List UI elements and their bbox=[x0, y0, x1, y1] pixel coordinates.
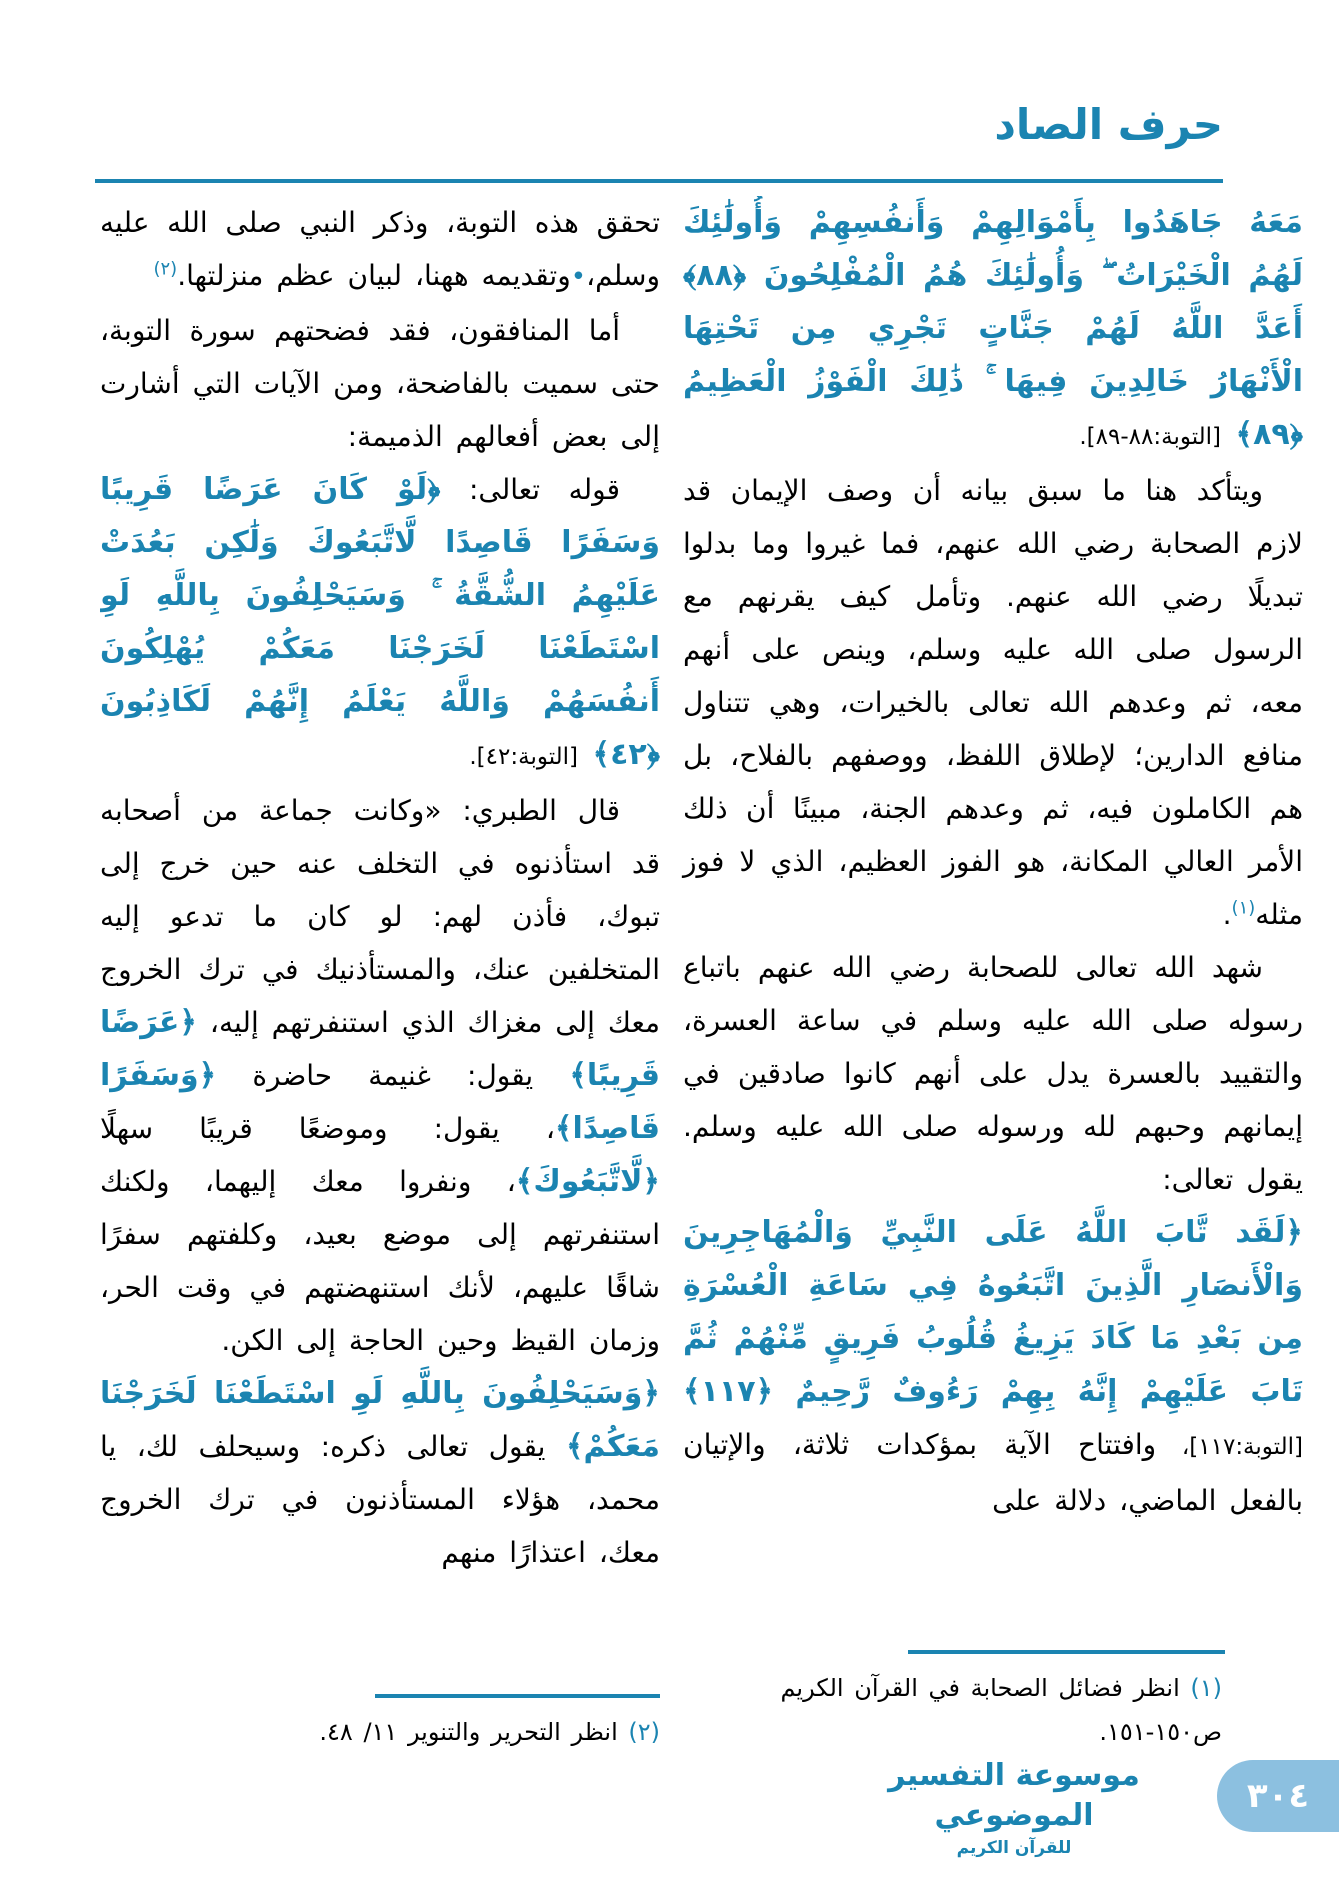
text-segment: وافتتاح الآية بمؤكدات ثلاثة، والإتيان بالفعل الماضي، دلالة على bbox=[683, 1428, 1303, 1517]
publisher-logo-subtitle: للقرآن الكريم bbox=[956, 1838, 1072, 1858]
footnote-1-line2 bbox=[687, 1710, 1222, 1754]
text-segment: (٢) bbox=[153, 258, 178, 280]
footnote-2 bbox=[148, 1710, 660, 1754]
text-segment: يقول تعالى ذكره: وسيحلف لك، يا محمد، هؤلاء المستأذنون في ترك الخروج معك، اعتذارًا منهم bbox=[100, 1430, 660, 1569]
text-segment: شهد الله تعالى للصحابة رضي الله عنهم باتباع رسوله صلى الله عليه وسلم في ساعة العسرة، والتقييد بالعسرة يدل على أنهم كانوا صادقين في إيمانهم وحبهم لله ورسوله صلى الله عليه وسلم. يقول تعالى: bbox=[683, 951, 1303, 1196]
quran-verse-tawbah-42 bbox=[100, 463, 660, 784]
chapter-heading: حرف الصاد bbox=[994, 100, 1223, 149]
left-column bbox=[100, 196, 660, 1644]
tabari-quote-paragraph bbox=[100, 784, 660, 1367]
page-number-badge: ٣٠٤ bbox=[1217, 1760, 1339, 1832]
text-segment: (١) bbox=[1179, 1674, 1222, 1702]
text-segment: ، ونفروا معك إليهما، ولكنك استنفرتهم إلى موضع بعيد، وكلفتهم سفرًا شاقًا عليهم، لأنك استنهضتهم في وقت الحر، وزمان القيظ وحين الحاجة إلى الكن. bbox=[100, 1165, 660, 1357]
commentary-paragraph bbox=[683, 941, 1303, 1206]
publisher-logo bbox=[854, 1756, 1174, 1860]
text-segment: . bbox=[1222, 898, 1232, 931]
publisher-logo-title: موسوعة التفسير الموضوعي bbox=[888, 1758, 1140, 1833]
text-segment: [التوبة:٨٨-٨٩]. bbox=[1079, 424, 1222, 450]
text-segment: ص١٥٠-١٥١. bbox=[1099, 1718, 1222, 1746]
text-segment: قال الطبري: «وكانت جماعة من أصحابه قد استأذنوه في التخلف عنه حين خرج إلى تبوك، فأذن لهم: لو كان ما تدعو إليه المتخلفين عنك، والمستأذنيك في ترك الخروج معك إلى مغزاك الذي استنفرتهم إليه، bbox=[100, 794, 660, 1039]
text-segment: وتقديمه ههنا، لبيان عظم منزلتها. bbox=[177, 259, 571, 292]
footnote-1 bbox=[687, 1666, 1222, 1754]
text-segment: ، يقول: وموضعًا قريبًا سهلًا bbox=[100, 1112, 555, 1145]
footnote-separator-right bbox=[908, 1650, 1225, 1654]
text-segment: ﴿وَسَيَحْلِفُونَ بِاللَّهِ لَوِ اسْتَطَعْنَا لَخَرَجْنَا مَعَكُمْ﴾ bbox=[100, 1376, 660, 1464]
text-segment: تحقق هذه التوبة، وذكر النبي صلى الله عليه وسلم، bbox=[100, 206, 660, 292]
text-segment: (١) bbox=[1231, 897, 1256, 919]
quran-verse-tawbah-88-89 bbox=[683, 196, 1303, 464]
text-segment: • bbox=[570, 262, 587, 292]
text-segment: يقول: غنيمة حاضرة bbox=[216, 1059, 570, 1092]
commentary-paragraph bbox=[100, 196, 660, 304]
text-segment: أما المنافقون، فقد فضحتهم سورة التوبة، حتى سميت بالفاضحة، ومن الآيات التي أشارت إلى بعض أفعالهم الذميمة: bbox=[100, 314, 660, 453]
right-column bbox=[683, 196, 1303, 1644]
text-segment: ويتأكد هنا ما سبق بيانه أن وصف الإيمان قد لازم الصحابة رضي الله عنهم، فما غيروا وما بدلوا تبديلًا رضي الله عنهم. وتأمل كيف يقرنهم مع الرسول صلى الله عليه وسلم، وينص على أنهم معه، ثم وعدهم الله تعالى بالخيرات، وهي تتناول منافع الدارين؛ لإطلاق اللفظ، ووصفهم بالفلاح، بل هم الكاملون فيه، ثم وعدهم الجنة، مبينًا أن ذلك الأمر العالي المكانة، هو الفوز العظيم، الذي لا فوز مثله bbox=[683, 474, 1303, 931]
footnote-separator-left bbox=[375, 1694, 660, 1698]
header-rule bbox=[95, 179, 1223, 183]
commentary-paragraph bbox=[683, 464, 1303, 941]
text-segment: انظر فضائل الصحابة في القرآن الكريم bbox=[780, 1674, 1180, 1702]
text-segment: [التوبة:٤٢]. bbox=[469, 744, 579, 770]
quran-verse-tawbah-117 bbox=[683, 1206, 1303, 1527]
text-segment: ﴿عَرَضًا قَرِيبًا﴾ bbox=[100, 1005, 660, 1093]
text-segment: ﴿لَوْ كَانَ عَرَضًا قَرِيبًا وَسَفَرًا قَاصِدًا لَّاتَّبَعُوكَ وَلَٰكِن بَعُدَتْ عَلَيْهِمُ الشُّقَّةُ ۚ وَسَيَحْلِفُونَ بِاللَّهِ لَوِ اسْتَطَعْنَا لَخَرَجْنَا مَعَكُمْ يُهْلِكُونَ أَنفُسَهُمْ وَاللَّهُ يَعْلَمُ إِنَّهُمْ لَكَاذِبُونَ ﴿٤٢﴾ bbox=[100, 472, 660, 772]
text-segment: ﴿وَسَفَرًا قَاصِدًا﴾ bbox=[100, 1058, 660, 1146]
text-segment: مَعَهُ جَاهَدُوا بِأَمْوَالِهِمْ وَأَنفُسِهِمْ وَأُولَٰئِكَ لَهُمُ الْخَيْرَاتُ ۖ وَأُولَٰئِكَ هُمُ الْمُفْلِحُونَ ﴿٨٨﴾ أَعَدَّ اللَّهُ لَهُمْ جَنَّاتٍ تَجْرِي مِن تَحْتِهَا الْأَنْهَارُ خَالِدِينَ فِيهَا ۚ ذَٰلِكَ الْفَوْزُ الْعَظِيمُ ﴿٨٩﴾ bbox=[683, 205, 1303, 452]
commentary-paragraph bbox=[100, 304, 660, 463]
footnote-2-line1 bbox=[148, 1710, 660, 1754]
footnote-1-line1 bbox=[687, 1666, 1222, 1710]
commentary-paragraph bbox=[100, 1367, 660, 1579]
text-segment: انظر التحرير والتنوير ١١/ ٤٨. bbox=[319, 1718, 618, 1746]
text-columns bbox=[100, 196, 1303, 1644]
text-segment: (٢) bbox=[617, 1718, 660, 1746]
text-segment: ﴿لَقَد تَّابَ اللَّهُ عَلَى النَّبِيِّ وَالْمُهَاجِرِينَ وَالْأَنصَارِ الَّذِينَ اتَّبَعُوهُ فِي سَاعَةِ الْعُسْرَةِ مِن بَعْدِ مَا كَادَ يَزِيغُ قُلُوبُ فَرِيقٍ مِّنْهُمْ ثُمَّ تَابَ عَلَيْهِمْ إِنَّهُ بِهِمْ رَءُوفٌ رَّحِيمٌ ﴿١١٧﴾ bbox=[683, 1215, 1303, 1409]
text-segment: قوله تعالى: bbox=[440, 473, 620, 506]
text-segment: [التوبة:١١٧]، bbox=[1156, 1434, 1303, 1460]
text-segment: ﴿لَّاتَّبَعُوكَ﴾ bbox=[515, 1164, 660, 1199]
